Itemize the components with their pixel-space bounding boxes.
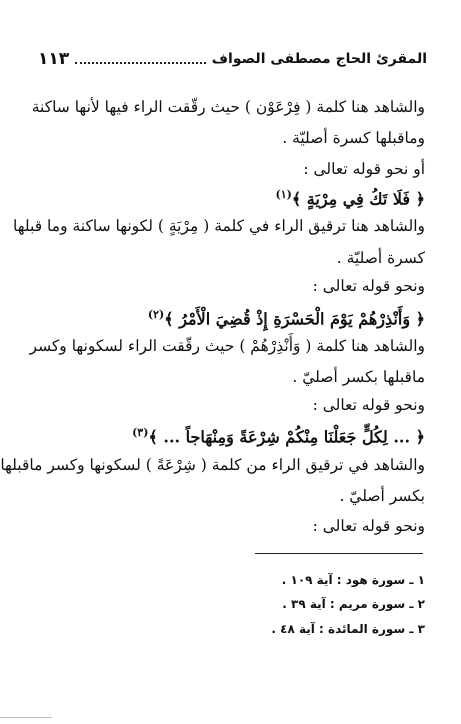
header-dot-leader	[75, 62, 206, 64]
footnote: ٢ ـ سورة مريم : آية ٣٩ .	[282, 597, 425, 611]
footnote-separator	[255, 553, 423, 554]
header-title: المقرئ الحاج مصطفى الصواف	[211, 51, 427, 67]
body-line: والشاهد هنا كلمة ( فِرْعَوْن ) حيث رقّقت الراء فيها لأنها ساكنة	[31, 98, 425, 116]
body-line: والشاهد هنا كلمة ( وَأَنْذِرْهُمْ ) حيث رقّقت الراء لسكونها وكسر	[29, 337, 425, 355]
footnote-ref: (٣)	[132, 426, 149, 439]
footnote: ١ ـ سورة هود : آية ١٠٩ .	[281, 573, 425, 587]
body-line: ماقبلها بكسر أصليّ .	[292, 368, 425, 386]
verse-text: ﴿ فَلَا تَكُ فِي مِرْيَةٍ ﴾	[291, 189, 425, 209]
page-edge-mark	[0, 717, 52, 718]
body-line: بكسر أصليّ .	[339, 487, 425, 505]
body-line: وماقبلها كسرة أصليّة .	[282, 129, 425, 147]
footnote: ٣ ـ سورة المائدة : آية ٤٨ .	[271, 622, 425, 636]
body-line: ونحو قوله تعالى :	[312, 277, 425, 295]
body-line: والشاهد في ترقيق الراء من كلمة ( شِرْعَةً ) لسكونها وكسر ماقبلها	[0, 456, 425, 474]
quran-verse	[33, 184, 425, 209]
quran-verse	[33, 422, 425, 447]
body-line: أو نحو قوله تعالى :	[303, 160, 425, 178]
body-line: ونحو قوله تعالى :	[312, 396, 425, 414]
verse-text: ﴿ ... لِكُلٍّ جَعَلْنَا مِنْكُمْ شِرْعَةً وَمِنْهَاجاً ... ﴾	[148, 427, 425, 447]
body-line: كسرة أصليّة .	[336, 249, 425, 267]
page-number: ١١٣	[38, 49, 70, 69]
body-line: والشاهد هنا ترقيق الراء في كلمة ( مِرْيَةٍ ) لكونها ساكنة وما قبلها	[13, 217, 425, 235]
body-line: ونحو قوله تعالى :	[312, 517, 425, 535]
running-header	[38, 46, 427, 72]
quran-verse	[33, 304, 425, 329]
footnote-ref: (٢)	[147, 308, 165, 321]
verse-text: ﴿ وَأَنْذِرْهُمْ يَوْمَ الْحَسْرَةِ إِذْ قُضِيَ الْأَمْرُ ﴾	[164, 309, 425, 329]
footnote-ref: (١)	[275, 188, 292, 201]
